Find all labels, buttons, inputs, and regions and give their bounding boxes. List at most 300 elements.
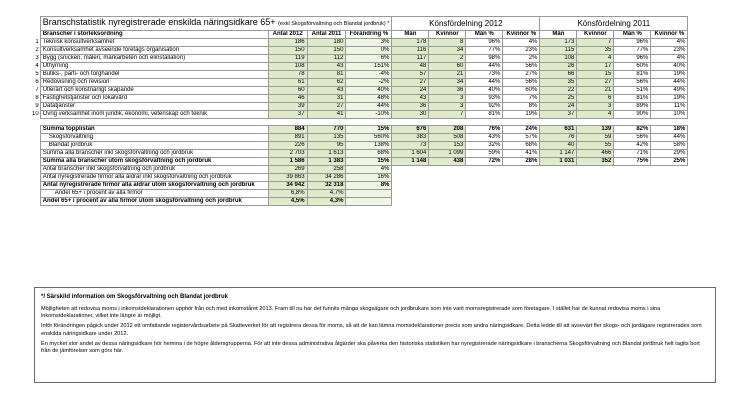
row-label: Redovisning och revision (40, 79, 268, 87)
row-label: Summa topplistan (40, 126, 268, 134)
empty-cell (503, 190, 540, 198)
table-cell: 43 (392, 95, 429, 103)
table-cell: 7% (503, 95, 540, 103)
table-cell: 19% (651, 71, 688, 79)
empty-cell (392, 182, 429, 190)
table-cell: 82% (614, 126, 651, 134)
row-number (32, 182, 40, 190)
table-cell: 138% (346, 142, 392, 150)
table-row (32, 95, 688, 103)
table-cell: 8% (503, 103, 540, 111)
table-cell: 560% (346, 134, 392, 142)
row-number: 1 (35, 39, 39, 45)
table-cell: 3 (577, 103, 614, 111)
table-cell: 27 (392, 79, 429, 87)
table-row (32, 71, 688, 79)
table-cell: 62 (307, 79, 346, 87)
table-cell: 48 (392, 63, 429, 71)
table-cell: 438 (429, 158, 466, 166)
row-label: Summa alla branscher inkl skogsförvaltning och jordbruk (40, 150, 268, 158)
table-cell: 112 (307, 55, 346, 63)
table-cell: 4 (577, 111, 614, 119)
table-cell: 60% (614, 63, 651, 71)
table-cell: 44% (466, 63, 503, 71)
empty-cell (651, 198, 688, 206)
table-cell: 22 (540, 87, 577, 95)
table-cell: 60% (503, 87, 540, 95)
table-row (32, 182, 688, 190)
table-cell: 151% (346, 63, 392, 71)
table-cell: 78 (268, 71, 307, 79)
table-cell: 2 703 (268, 150, 307, 158)
table-cell: 73% (466, 71, 503, 79)
table-cell: 76 (540, 134, 577, 142)
table-cell: 72% (466, 158, 503, 166)
gender-2011-heading: Könsfördelning 2011 (540, 17, 688, 31)
table-cell: 11% (651, 103, 688, 111)
column-header: Män % (466, 31, 503, 39)
table-cell: 61 (268, 79, 307, 87)
empty-cell (614, 166, 651, 174)
table-cell: 95 (307, 142, 346, 150)
table-cell: 4% (346, 166, 392, 174)
empty-cell (429, 174, 466, 182)
table-cell: 8% (346, 182, 392, 190)
table-cell: 26 (540, 63, 577, 71)
empty-cell (392, 198, 429, 206)
column-header: Män % (614, 31, 651, 39)
empty-cell (577, 174, 614, 182)
table-cell: 18% (651, 126, 688, 134)
table-cell: 1 383 (307, 158, 346, 166)
row-number: 6 (35, 79, 39, 85)
row-label: Övrig verksamhet inom juridik, ekonomi, vetenskap och teknik (40, 111, 268, 119)
table-cell: 27 (577, 79, 614, 87)
table-cell: 58% (651, 142, 688, 150)
table-cell: 28% (503, 158, 540, 166)
table-cell: 40% (466, 87, 503, 95)
table-row (32, 47, 688, 55)
empty-cell (429, 182, 466, 190)
table-cell: 75% (614, 158, 651, 166)
table-cell: 48% (346, 95, 392, 103)
empty-cell (466, 198, 503, 206)
table-cell: 56% (614, 134, 651, 142)
table-cell: 10% (651, 111, 688, 119)
info-note-box (34, 287, 716, 383)
row-number: 2 (35, 47, 39, 53)
empty-cell (577, 182, 614, 190)
gender-2012-heading: Könsfördelning 2012 (392, 17, 540, 31)
note-paragraph: En mycket stor andel av dessa näringsidkare hör hemma i de högre åldersgrupperna. För att inte dessa administrativa åtgärder ska påverka den historiska statistiken har nyregistrerade näringsidkare i branscherna Skogsförvaltning och Blandat jordbruk helt tagits bort från de jämförelser som görs här. (41, 340, 700, 355)
table-cell: 6,8% (268, 190, 307, 198)
row-number: 5 (35, 71, 39, 77)
table-cell: 68% (346, 150, 392, 158)
table-cell: 41 (307, 111, 346, 119)
note-paragraph: Inför förändringen pågick under 2012 ett omfattande registervårdsarbete på Skatteverket för att registrera dessa för moms, så att de kan lämna momsdeklarationer precis som andra näringsidkare. Detta ledde till att avsevärt fler skogs- och jordägare registrerades som enskilda näringsidkare under 2012. (41, 323, 702, 337)
empty-cell (577, 198, 614, 206)
row-number: 10 (32, 111, 39, 117)
table-cell: 90% (614, 111, 651, 119)
empty-cell (503, 174, 540, 182)
empty-cell (503, 198, 540, 206)
table-cell: 39 863 (268, 174, 307, 182)
table-cell: 57 (392, 71, 429, 79)
table-cell: 25 (540, 95, 577, 103)
table-cell: 21 (577, 87, 614, 95)
table-row (32, 190, 688, 198)
table-cell: 66 (540, 71, 577, 79)
empty-cell (392, 190, 429, 198)
table-cell: -2% (346, 79, 392, 87)
table-cell: 383 (392, 134, 429, 142)
table-cell: 96% (466, 39, 503, 47)
table-cell: 15% (346, 126, 392, 134)
empty-cell (466, 174, 503, 182)
table-cell: 1 604 (392, 150, 429, 158)
empty-cell (466, 182, 503, 190)
table-cell: 35 (540, 79, 577, 87)
table-cell: 884 (268, 126, 307, 134)
table-cell: 269 (268, 166, 307, 174)
empty-cell (540, 174, 577, 182)
row-number (32, 142, 40, 150)
empty-cell (614, 198, 651, 206)
row-label: Fastighetstjänster och lokalvård (40, 95, 268, 103)
table-cell: 178 (392, 39, 429, 47)
table-cell: 34 (429, 47, 466, 55)
table-row (32, 63, 688, 71)
table-cell: 43 (307, 63, 346, 71)
note-title: */ Särskild information om Skogsförvaltning och Blandat jordbruk (41, 294, 229, 300)
table-cell: 1 148 (392, 158, 429, 166)
table-cell: 37 (268, 111, 307, 119)
row-label: Skogsförvaltning (40, 134, 268, 142)
table-cell: 116 (392, 47, 429, 55)
table-cell: 60 (268, 87, 307, 95)
table-cell: 46 (268, 95, 307, 103)
table-cell: 27 (307, 103, 346, 111)
empty-cell (614, 182, 651, 190)
table-row (32, 142, 688, 150)
row-number: 4 (35, 63, 39, 69)
row-label: Antal nyregistrerade firmor alla åldrar utom skogsförvaltning och jordbruk (40, 182, 268, 190)
note-paragraph: Möjligheten att redovisa moms i inkomstdeklarationen upphör från och med inkomståret 2013. Fram till nu har det funnits många skogsägare och jordbrukare som inte varit momsregistrerade som företagare. I stället har de kunnat redovisa moms i sina inkomstdeklarationer, vilket inte längre är möjligt. (41, 306, 661, 320)
table-row (32, 158, 688, 166)
empty-cell (466, 190, 503, 198)
table-cell: 51% (614, 87, 651, 95)
table-row (32, 79, 688, 87)
table-cell: 24 (540, 103, 577, 111)
table-cell: 1 147 (540, 150, 577, 158)
table-cell: 24 (392, 87, 429, 95)
table-cell: 92% (466, 103, 503, 111)
empty-cell (540, 190, 577, 198)
empty-cell (577, 190, 614, 198)
table-title: Branschstatistik nyregistrerade enskilda näringsidkare 65+ (exkl Skogsförvaltning och Blandat jordbruk) * (40, 17, 392, 31)
table-cell: 4% (651, 39, 688, 47)
table-cell: 19% (503, 111, 540, 119)
empty-cell (503, 182, 540, 190)
table-row (32, 198, 688, 206)
table-cell: 36 (392, 103, 429, 111)
table-cell: 59% (466, 150, 503, 158)
empty-cell (651, 182, 688, 190)
table-cell: 676 (392, 126, 429, 134)
empty-cell (429, 198, 466, 206)
table-cell: 81 (307, 71, 346, 79)
table-cell: 59 (577, 134, 614, 142)
table-row (32, 174, 688, 182)
table-row (32, 111, 688, 119)
row-label: Andel 65+ i procent av alla firmor (40, 190, 268, 198)
table-cell: 98% (466, 55, 503, 63)
table-row (32, 134, 688, 142)
table-cell: 508 (429, 134, 466, 142)
empty-cell (466, 166, 503, 174)
table-cell: 108 (540, 55, 577, 63)
table-cell: 93% (466, 95, 503, 103)
column-header: Kvinnor % (503, 31, 540, 39)
table-cell: 34 286 (307, 174, 346, 182)
spreadsheet (32, 16, 688, 206)
table-cell: 4,3% (307, 198, 346, 206)
row-number: 8 (35, 95, 39, 101)
column-header: Branscher i storleksordning (40, 31, 268, 39)
table-cell: 150 (307, 47, 346, 55)
table-cell: 173 (540, 39, 577, 47)
table-cell: 56% (614, 79, 651, 87)
table-cell: 42% (614, 142, 651, 150)
table-cell: 186 (268, 39, 307, 47)
column-header: Kvinnor (429, 31, 466, 39)
table-cell: 44% (346, 103, 392, 111)
table-cell: 57% (503, 134, 540, 142)
table-cell: 4,7% (307, 190, 346, 198)
table-row (32, 55, 688, 63)
table-cell (346, 190, 392, 198)
table-cell: 23% (651, 47, 688, 55)
empty-cell (651, 166, 688, 174)
table-cell (346, 198, 392, 206)
table-cell: 23% (503, 47, 540, 55)
row-label: Teknisk konsultverksamhet (40, 39, 268, 47)
row-label: Konsultverksamhet avseende företags organisation (40, 47, 268, 55)
table-cell: 15% (346, 158, 392, 166)
table-cell: 77% (614, 47, 651, 55)
table-cell: 71% (614, 150, 651, 158)
row-label: Datatjänster (40, 103, 268, 111)
table-cell: 208 (429, 126, 466, 134)
table-cell: 44% (651, 134, 688, 142)
table-cell: 19% (651, 95, 688, 103)
table-cell: 3 (429, 103, 466, 111)
row-label: Blandat jordbruk (40, 142, 268, 150)
table-cell: 3% (346, 39, 392, 47)
table-cell: 2 (429, 55, 466, 63)
table-cell: 891 (268, 134, 307, 142)
row-number: 9 (35, 103, 39, 109)
row-number (32, 150, 40, 158)
table-cell: 39 (268, 103, 307, 111)
table-cell: 16% (346, 174, 392, 182)
table-cell: 258 (307, 166, 346, 174)
table-cell: 466 (577, 150, 614, 158)
empty-cell (540, 182, 577, 190)
table-cell: 40 (540, 142, 577, 150)
empty-cell (392, 166, 429, 174)
table-cell: 21 (429, 71, 466, 79)
table-cell: 43 (307, 87, 346, 95)
table-cell: 1 613 (307, 150, 346, 158)
row-label: Utlerärt och konstnärligt skapande (40, 87, 268, 95)
table-cell: 43% (466, 134, 503, 142)
statistics-table (32, 16, 688, 206)
table-cell: 7 (577, 39, 614, 47)
table-row (32, 126, 688, 134)
table-cell: 96% (614, 39, 651, 47)
column-header: Förändring % (346, 31, 392, 39)
row-label: Uthyrning (40, 63, 268, 71)
table-cell: 55 (577, 142, 614, 150)
table-cell: 34 942 (268, 182, 307, 190)
table-row (32, 150, 688, 158)
table-row (32, 39, 688, 47)
empty-cell (429, 166, 466, 174)
table-cell: 117 (392, 55, 429, 63)
table-cell: 1 586 (268, 158, 307, 166)
table-cell: 89% (614, 103, 651, 111)
table-cell: 96% (614, 55, 651, 63)
table-cell: 150 (268, 47, 307, 55)
empty-cell (577, 166, 614, 174)
row-label: Butiks-, parti- och torghandel (40, 71, 268, 79)
empty-cell (540, 198, 577, 206)
table-cell: 4 (577, 55, 614, 63)
empty-cell (614, 190, 651, 198)
table-cell: 135 (307, 134, 346, 142)
column-header: Kvinnor % (651, 31, 688, 39)
row-label: Antal nyregistrerade firmor alla åldrar inkl skogsförvaltning och jordbruk (40, 174, 268, 182)
table-cell: 4% (503, 39, 540, 47)
row-number (32, 198, 40, 206)
table-cell: 8 (429, 39, 466, 47)
table-cell: 41% (503, 150, 540, 158)
table-cell: 153 (429, 142, 466, 150)
row-label: Bygg (snickeri, måleri, markarbeten och elinstallation) (40, 55, 268, 63)
table-cell: 25% (651, 158, 688, 166)
table-cell: 352 (577, 158, 614, 166)
table-cell: 31 (307, 95, 346, 103)
table-cell: 4,5% (268, 198, 307, 206)
empty-cell (651, 174, 688, 182)
row-number: 7 (35, 87, 39, 93)
table-cell: 35 (577, 47, 614, 55)
row-number (32, 158, 40, 166)
empty-cell (651, 190, 688, 198)
table-cell: 119 (268, 55, 307, 63)
table-cell: -4% (346, 71, 392, 79)
table-cell: 32 318 (307, 182, 346, 190)
table-cell: 81% (466, 111, 503, 119)
table-cell: 40% (651, 63, 688, 71)
table-cell: 770 (307, 126, 346, 134)
table-cell: 0% (346, 47, 392, 55)
column-header: Antal 2011 (307, 31, 346, 39)
empty-cell (614, 174, 651, 182)
table-cell: 56% (503, 79, 540, 87)
table-cell: 115 (540, 47, 577, 55)
empty-cell (540, 166, 577, 174)
table-row (32, 87, 688, 95)
table-row (32, 103, 688, 111)
table-cell: 29% (651, 150, 688, 158)
row-number (32, 134, 40, 142)
table-cell: 139 (577, 126, 614, 134)
table-cell: 49% (651, 87, 688, 95)
row-label: Summa alla branscher utom skogsförvaltning och jordbruk (40, 158, 268, 166)
table-cell: 180 (307, 39, 346, 47)
table-cell: 81% (614, 71, 651, 79)
row-number (32, 190, 40, 198)
table-cell: 3 (429, 95, 466, 103)
table-cell: 4% (651, 55, 688, 63)
table-cell: 60 (429, 63, 466, 71)
table-cell: 17 (577, 63, 614, 71)
column-header: Kvinnor (577, 31, 614, 39)
row-number: 3 (35, 55, 39, 61)
table-cell: 1 099 (429, 150, 466, 158)
table-cell: 6% (346, 55, 392, 63)
empty-cell (503, 166, 540, 174)
table-cell: 2% (503, 55, 540, 63)
table-row (32, 166, 688, 174)
table-cell: 76% (466, 126, 503, 134)
column-header: Män (540, 31, 577, 39)
empty-cell (392, 174, 429, 182)
table-cell: 6 (577, 95, 614, 103)
row-number (32, 174, 40, 182)
table-cell: 1 031 (540, 158, 577, 166)
table-cell: 44% (651, 79, 688, 87)
table-cell: 36 (429, 87, 466, 95)
table-cell: 68% (503, 142, 540, 150)
table-cell: 56% (503, 63, 540, 71)
table-cell: 30 (392, 111, 429, 119)
table-cell: 34 (429, 79, 466, 87)
table-cell: 77% (466, 47, 503, 55)
table-cell: -10% (346, 111, 392, 119)
table-cell: 73 (392, 142, 429, 150)
table-cell: 32% (466, 142, 503, 150)
table-cell: 40% (346, 87, 392, 95)
row-number (32, 166, 40, 174)
table-cell: 24% (503, 126, 540, 134)
table-cell: 226 (268, 142, 307, 150)
table-cell: 44% (466, 79, 503, 87)
table-cell: 81% (614, 95, 651, 103)
row-label: Antal branscher inkl skogsförvaltning och jordbruk (40, 166, 268, 174)
column-header: Antal 2012 (268, 31, 307, 39)
table-cell: 37 (540, 111, 577, 119)
table-cell: 631 (540, 126, 577, 134)
table-cell: 15 (577, 71, 614, 79)
row-label: Andel 65+ i procent av alla firmor utom skogsförvaltning och jordbruk (40, 198, 268, 206)
empty-cell (429, 190, 466, 198)
table-cell: 108 (268, 63, 307, 71)
row-number (32, 126, 40, 134)
table-cell: 7 (429, 111, 466, 119)
